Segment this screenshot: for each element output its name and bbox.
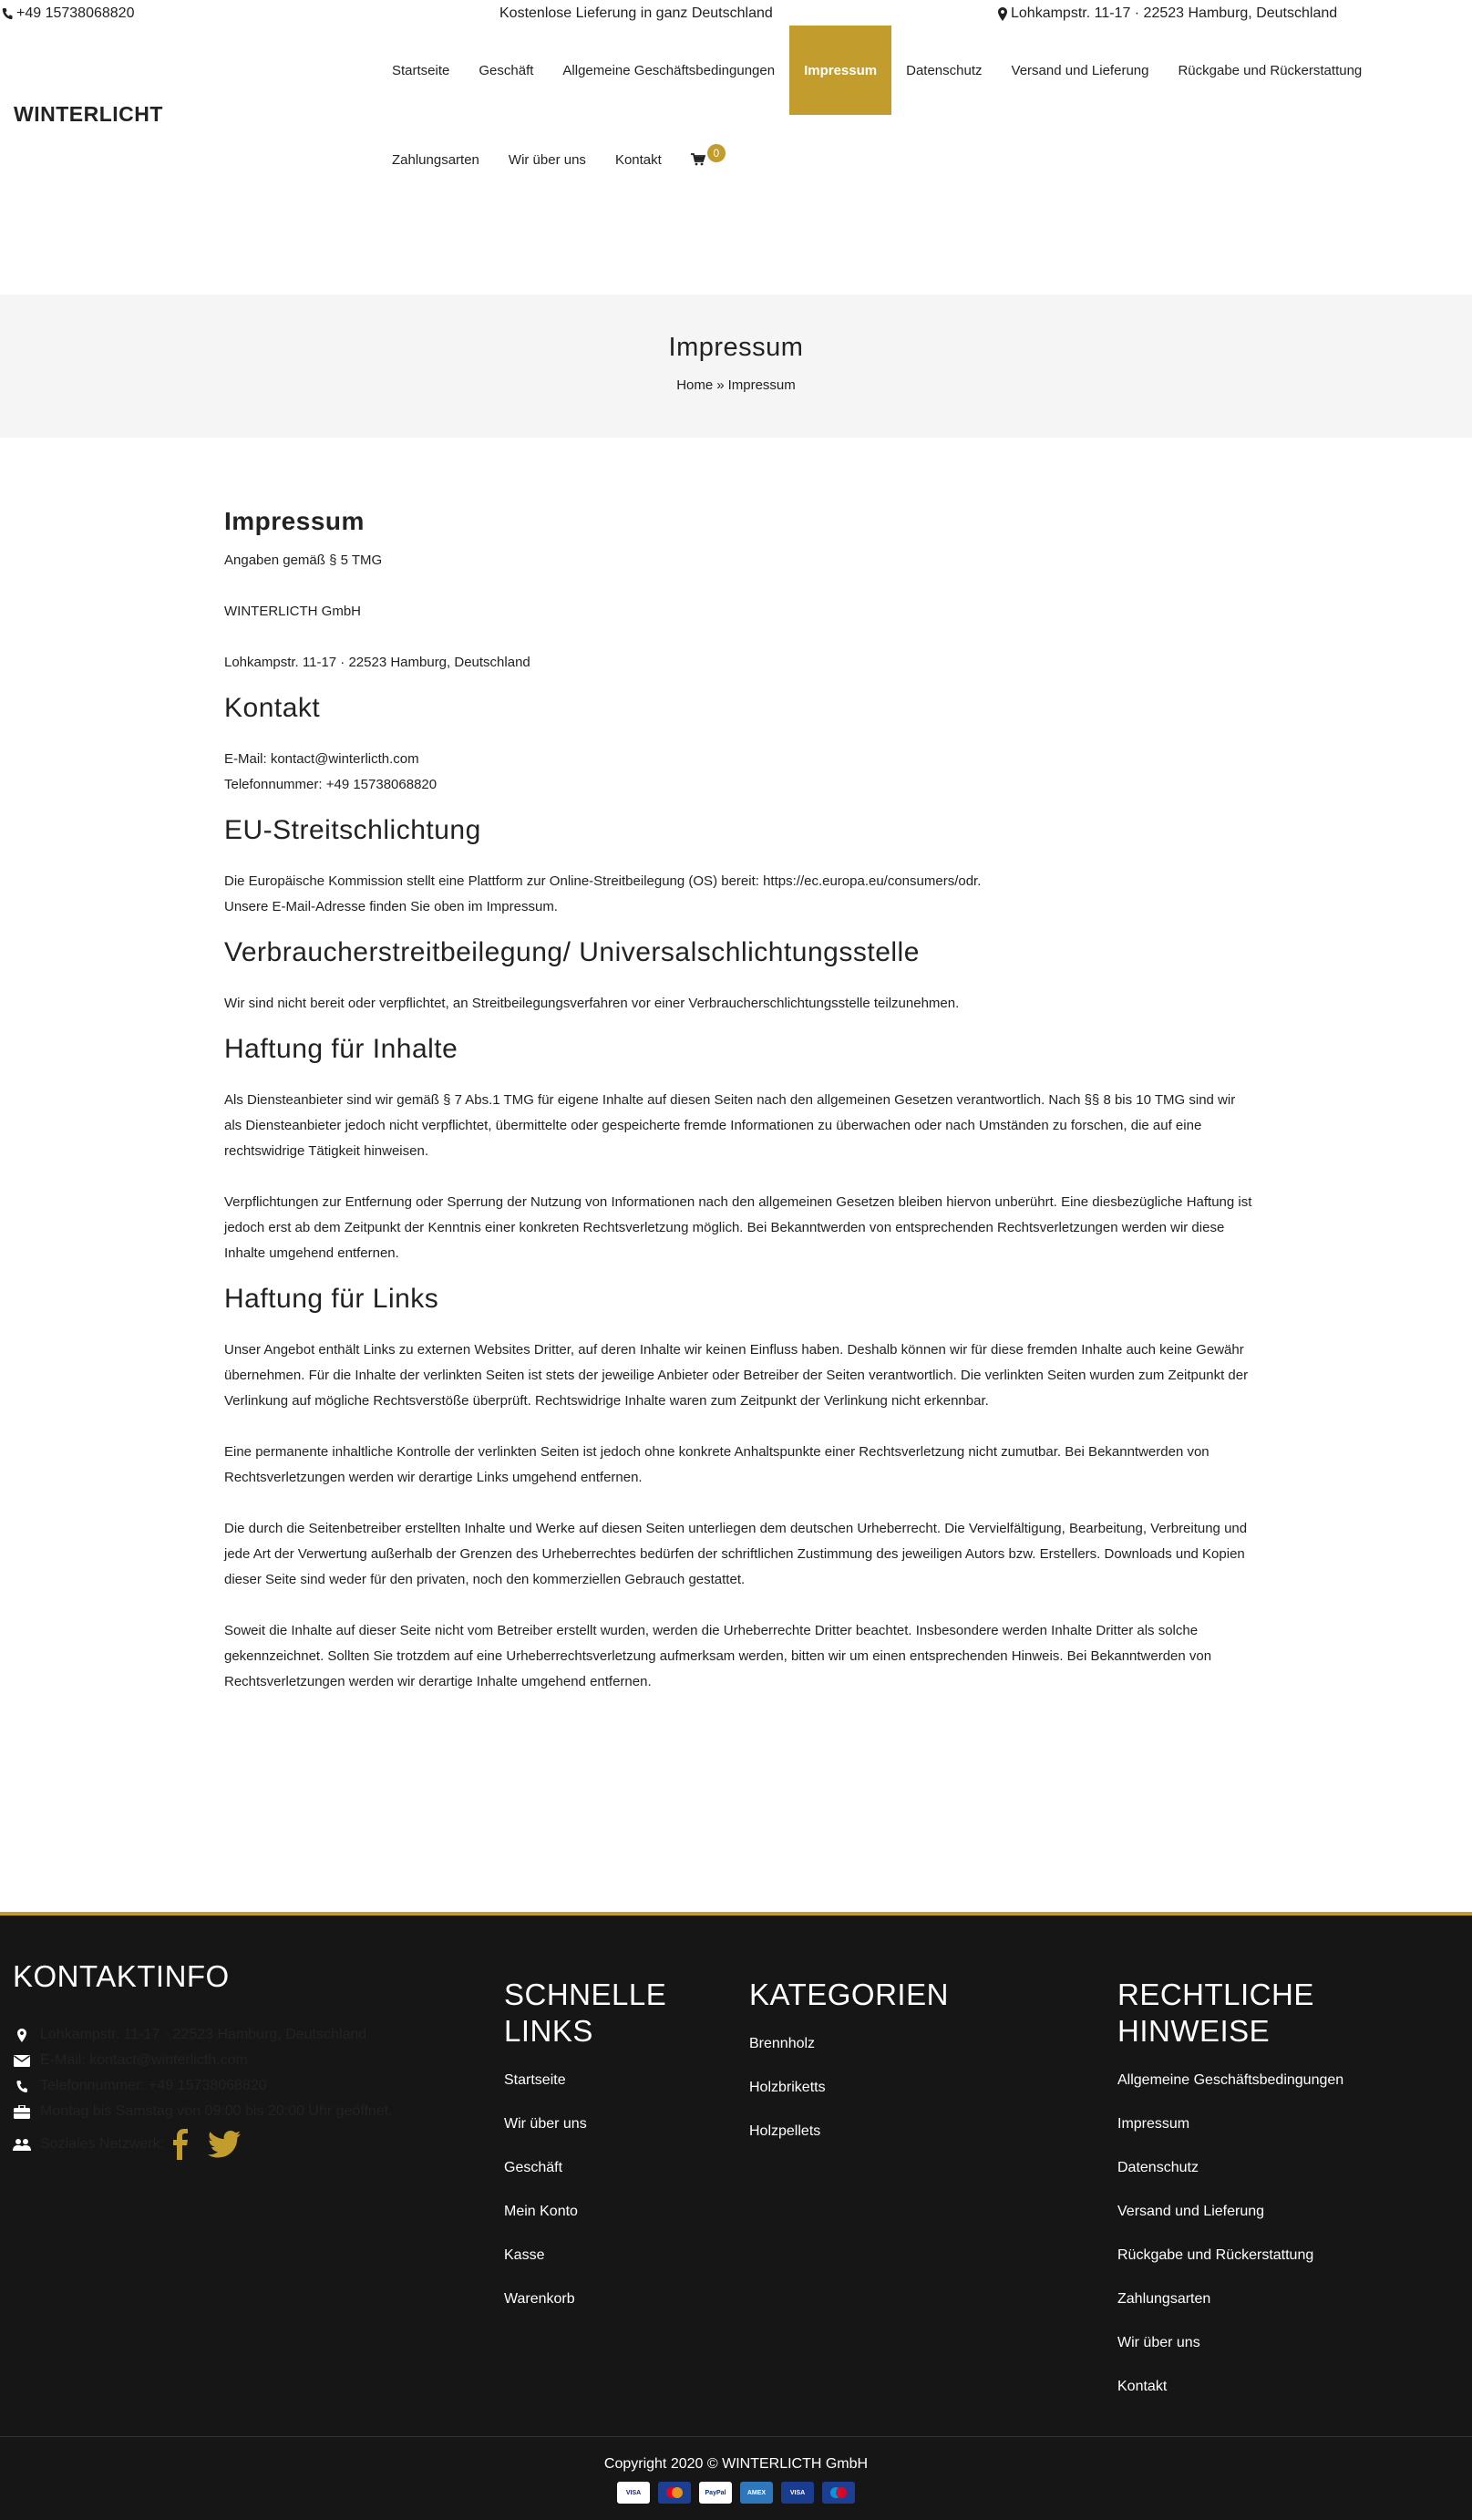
visa-icon: VISA bbox=[617, 2482, 650, 2504]
phone-icon bbox=[13, 2080, 31, 2093]
twitter-icon[interactable] bbox=[208, 2131, 241, 2158]
map-marker-icon bbox=[998, 7, 1007, 21]
nav-item-zahlungsarten[interactable]: Zahlungsarten bbox=[392, 151, 479, 168]
verbraucher-text: Wir sind nicht bereit oder verpflichtet, an Streitbeilegungsverfahren vor einer Verbraucherschlichtungsstelle teilzunehmen. bbox=[224, 996, 960, 1011]
eu-heading: EU-Streitschlichtung bbox=[224, 815, 481, 845]
footer-link-datenschutz[interactable]: Datenschutz bbox=[1117, 2160, 1199, 2175]
haftung-inhalte-p2: Verpflichtungen zur Entfernung oder Sperrung der Nutzung von Informationen nach den allgemeinen Gesetzen bleiben hiervon unberührt. Eine diesbezügliche Haftung ist jedoch erst ab dem Zeitpunkt der Kenntnis einer konkreten Rechtsverletzung möglich. Bei Bekanntwerden von entsprechenden Rechtsverletzungen werden wir diese Inhalte umgehend entfernen. bbox=[224, 1194, 1252, 1261]
footer-address-row bbox=[13, 2022, 393, 2048]
address-text: Lohkampstr. 11-17 · 22523 Hamburg, Deutschland bbox=[224, 655, 530, 670]
footer-address: Lohkampstr. 11-17 · 22523 Hamburg, Deutschland bbox=[40, 2027, 367, 2042]
eu-text-1: Die Europäische Kommission stellt eine Plattform zur Online-Streitbeilegung (OS) bereit: https://ec.europa.eu/consumers/odr. bbox=[224, 873, 982, 889]
footer-link-kasse[interactable]: Kasse bbox=[504, 2247, 545, 2263]
footer-hours: Montag bis Samstag von 09:00 bis 20:00 Uhr geöffnet. bbox=[40, 2103, 393, 2119]
footer-link-wir-ueber-uns-2[interactable]: Wir über uns bbox=[1117, 2335, 1200, 2350]
footer-divider bbox=[0, 2436, 1472, 2437]
footer-link-geschaeft[interactable]: Geschäft bbox=[504, 2160, 563, 2175]
users-icon bbox=[13, 2138, 31, 2152]
footer-link-agb[interactable]: Allgemeine Geschäftsbedingungen bbox=[1117, 2072, 1344, 2088]
verbraucher-heading: Verbraucherstreitbeilegung/ Universalschlichtungsstelle bbox=[224, 937, 920, 967]
topbar-phone[interactable] bbox=[2, 5, 134, 22]
phone-icon bbox=[2, 7, 13, 20]
footer-link-mein-konto[interactable]: Mein Konto bbox=[504, 2204, 578, 2219]
kategorien-list bbox=[749, 2022, 949, 2153]
nav-item-rueckgabe[interactable]: Rückgabe und Rückerstattung bbox=[1178, 62, 1363, 78]
phone-text: Telefonnummer: +49 15738068820 bbox=[224, 777, 437, 792]
top-bar bbox=[0, 0, 1472, 27]
haftung-links-p1: Unser Angebot enthält Links zu externen Websites Dritter, auf deren Inhalte wir keinen Einfluss haben. Deshalb können wir für diese fremden Inhalte auch keine Gewähr übernehmen. Für die Inhalte der verlinkten Seiten ist stets der jeweilige Anbieter oder Betreiber der Seiten verantwortlich. Die verlinkten Seiten wurden zum Zeitpunkt der Verlinkung auf mögliche Rechtsverstöße überprüft. Rechtswidrige Inhalte waren zum Zeitpunkt der Verlinkung nicht erkennbar. bbox=[224, 1342, 1249, 1409]
footer-rechtliche-hinweise bbox=[1117, 1977, 1345, 2409]
main-nav bbox=[377, 26, 1462, 204]
footer-phone[interactable]: Telefonnummer: +49 15738068820 bbox=[40, 2078, 267, 2093]
schnelle-links-list bbox=[504, 2059, 686, 2321]
footer-link-zahlungsarten[interactable]: Zahlungsarten bbox=[1117, 2291, 1211, 2307]
map-marker-icon bbox=[13, 2029, 31, 2042]
paypal-icon: PayPal bbox=[699, 2482, 732, 2504]
impressum-heading: Impressum bbox=[224, 507, 365, 535]
mastercard-icon bbox=[658, 2482, 691, 2504]
footer-link-warenkorb[interactable]: Warenkorb bbox=[504, 2291, 575, 2307]
kategorien-heading: KATEGORIEN bbox=[749, 1978, 949, 2011]
footer-link-wir-ueber-uns[interactable]: Wir über uns bbox=[504, 2116, 587, 2132]
amex-icon: AMEX bbox=[740, 2482, 773, 2504]
page-title-band bbox=[0, 294, 1472, 438]
breadcrumb bbox=[0, 377, 1472, 393]
cart-button[interactable] bbox=[676, 115, 720, 204]
haftung-links-p2: Eine permanente inhaltliche Kontrolle der verlinkten Seiten ist jedoch ohne konkrete Anhaltspunkte einer Rechtsverletzung nicht zumutbar. Bei Bekanntwerden von Rechtsverletzungen werden wir derartige Links umgehend entfernen. bbox=[224, 1444, 1210, 1485]
kontaktinfo-heading: KONTAKTINFO bbox=[13, 1959, 230, 1993]
footer-contact-list bbox=[13, 2022, 393, 2164]
nav-item-impressum[interactable]: Impressum bbox=[789, 26, 891, 115]
topbar-address-text: Lohkampstr. 11-17 · 22523 Hamburg, Deutschland bbox=[1011, 5, 1338, 21]
payment-icons bbox=[0, 2482, 1472, 2504]
footer-phone-row bbox=[13, 2073, 393, 2099]
footer-link-holzpellets[interactable]: Holzpellets bbox=[749, 2123, 821, 2139]
haftung-links-p4: Soweit die Inhalte auf dieser Seite nicht vom Betreiber erstellt wurden, werden die Urheberrechte Dritter beachtet. Insbesondere werden Inhalte Dritter als solche gekennzeichnet. Sollten Sie trotzdem auf eine Urheberrechtsverletzung aufmerksam werden, bitten wir um einen entsprechenden Hinweis. Bei Bekanntwerden von Rechtsverletzungen werden wir derartige Inhalte umgehend entfernen. bbox=[224, 1623, 1212, 1689]
cart-icon bbox=[691, 153, 705, 166]
rechtliche-heading: RECHTLICHE HINWEISE bbox=[1117, 1978, 1314, 2048]
nav-item-wir-ueber-uns[interactable]: Wir über uns bbox=[508, 151, 586, 168]
footer-link-brennholz[interactable]: Brennholz bbox=[749, 2036, 816, 2051]
haftung-links-p3: Die durch die Seitenbetreiber erstellten Inhalte und Werke auf diesen Seiten unterliegen dem deutschen Urheberrecht. Die Vervielfältigung, Bearbeitung, Verbreitung und jede Art der Verwertung außerhalb der Grenzen des Urheberrechtes bedürfen der schriftlichen Zustimmung des jeweiligen Autors bzw. Erstellers. Downloads und Kopien dieser Seite sind weder für den privaten, noch den kommerziellen Gebrauch gestattet. bbox=[224, 1521, 1248, 1587]
footer-email-row bbox=[13, 2048, 393, 2073]
nav-item-kontakt[interactable]: Kontakt bbox=[614, 151, 662, 168]
footer-link-kontakt[interactable]: Kontakt bbox=[1117, 2379, 1168, 2394]
nav-row-1 bbox=[377, 26, 1462, 115]
company-text: WINTERLICTH GmbH bbox=[224, 604, 361, 619]
nav-item-geschaeft[interactable]: Geschäft bbox=[479, 62, 534, 78]
topbar-phone-text: +49 15738068820 bbox=[16, 5, 135, 21]
footer-link-rueckgabe[interactable]: Rückgabe und Rückerstattung bbox=[1117, 2247, 1314, 2263]
envelope-icon bbox=[13, 2055, 31, 2067]
nav-item-datenschutz[interactable]: Datenschutz bbox=[906, 62, 983, 78]
footer-link-versand[interactable]: Versand und Lieferung bbox=[1117, 2204, 1265, 2219]
breadcrumb-home[interactable]: Home bbox=[676, 377, 714, 393]
footer-link-holzbriketts[interactable]: Holzbriketts bbox=[749, 2080, 826, 2095]
main-content bbox=[224, 503, 1254, 1695]
nav-item-startseite[interactable]: Startseite bbox=[392, 62, 450, 78]
footer-email[interactable]: E-Mail: kontact@winterlicth.com bbox=[40, 2052, 248, 2068]
eu-text-2: Unsere E-Mail-Adresse finden Sie oben im Impressum. bbox=[224, 899, 558, 914]
nav-item-versand[interactable]: Versand und Lieferung bbox=[1011, 62, 1149, 78]
visa-electron-icon: VISA bbox=[781, 2482, 814, 2504]
footer-social-label: Soziales Netzwerk: bbox=[40, 2136, 165, 2152]
page-title: Impressum bbox=[668, 333, 804, 362]
footer-kontaktinfo bbox=[13, 1958, 230, 1995]
footer-kategorien bbox=[749, 1977, 949, 2153]
email-text: E-Mail: kontact@winterlicth.com bbox=[224, 751, 419, 767]
facebook-icon[interactable] bbox=[173, 2129, 188, 2160]
maestro-icon bbox=[822, 2482, 855, 2504]
angaben-text: Angaben gemäß § 5 TMG bbox=[224, 553, 383, 568]
haftung-links-heading: Haftung für Links bbox=[224, 1284, 439, 1314]
topbar-address bbox=[998, 5, 1337, 22]
haftung-inhalte-p1: Als Diensteanbieter sind wir gemäß § 7 Abs.1 TMG für eigene Inhalte auf diesen Seiten nach den allgemeinen Gesetzen verantwortlich. Nach §§ 8 bis 10 TMG sind wir als Diensteanbieter jedoch nicht verpflichtet, übermittelte oder gespeicherte fremde Informationen zu überwachen oder nach Umständen zu forschen, die auf eine rechtswidrige Tätigkeit hinweisen. bbox=[224, 1092, 1236, 1159]
footer-schnelle-links bbox=[504, 1977, 686, 2321]
nav-row-2 bbox=[377, 115, 1462, 204]
copyright-text: Copyright 2020 © WINTERLICTH GmbH bbox=[603, 2456, 869, 2472]
footer-link-startseite[interactable]: Startseite bbox=[504, 2072, 566, 2088]
briefcase-icon bbox=[13, 2105, 31, 2119]
breadcrumb-separator: » bbox=[716, 377, 725, 393]
rechtliche-list bbox=[1117, 2059, 1345, 2409]
site-logo[interactable]: WINTERLICHT bbox=[14, 102, 163, 126]
breadcrumb-current: Impressum bbox=[727, 377, 796, 393]
footer-hours-row bbox=[13, 2099, 393, 2124]
nav-item-agb[interactable]: Allgemeine Geschäftsbedingungen bbox=[562, 62, 776, 78]
kontakt-heading: Kontakt bbox=[224, 693, 321, 723]
haftung-inhalte-heading: Haftung für Inhalte bbox=[224, 1034, 458, 1064]
topbar-shipping: Kostenlose Lieferung in ganz Deutschland bbox=[499, 5, 773, 21]
schnelle-links-heading: SCHNELLE LINKS bbox=[504, 1978, 667, 2048]
cart-count-badge: 0 bbox=[707, 144, 726, 162]
footer-social-row bbox=[13, 2124, 393, 2164]
footer-link-impressum[interactable]: Impressum bbox=[1117, 2116, 1190, 2132]
